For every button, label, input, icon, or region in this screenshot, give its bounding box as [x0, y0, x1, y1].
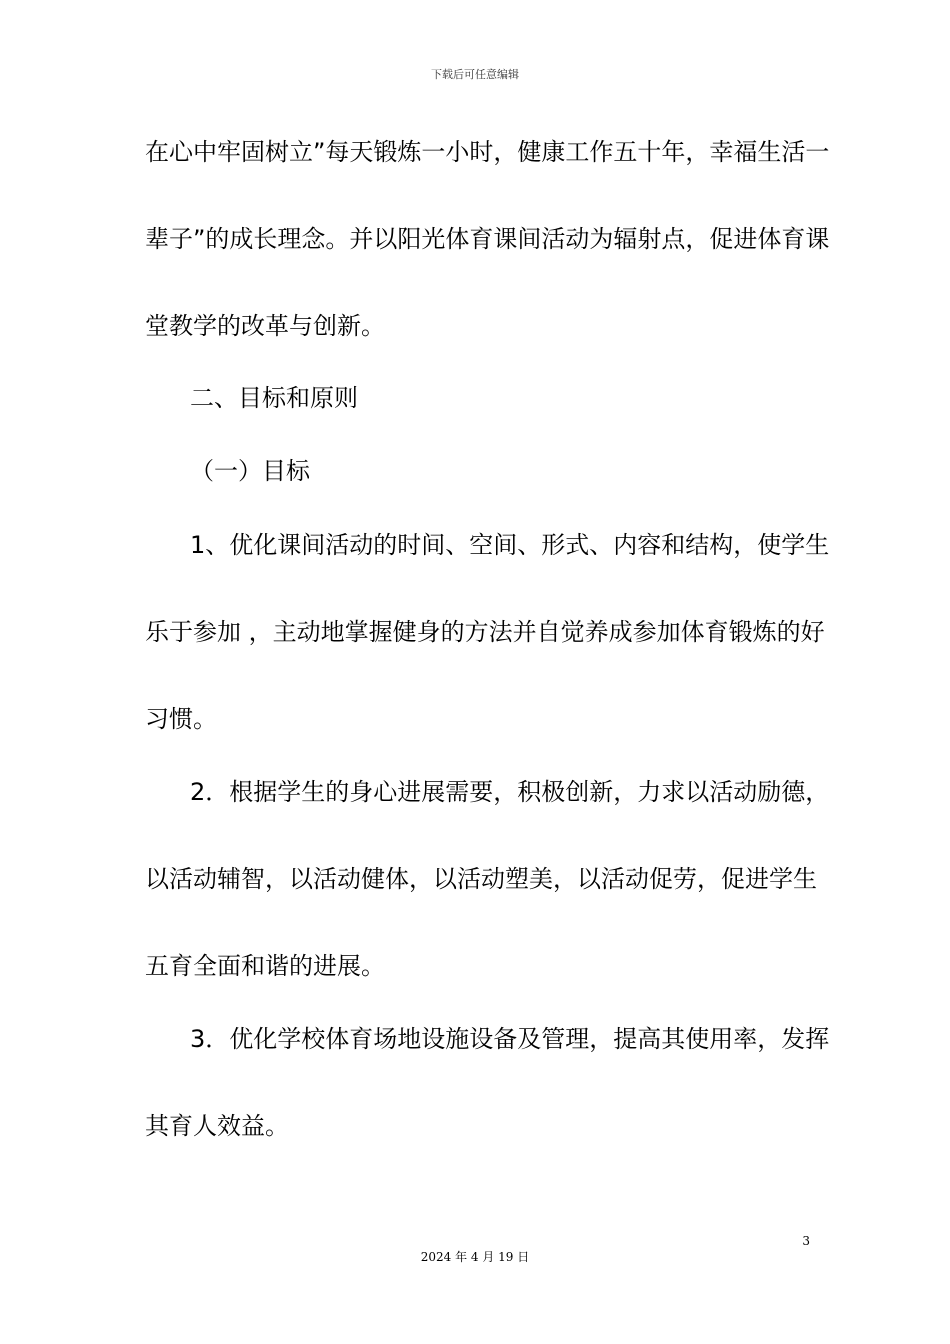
body-line: 1、优化课间活动的时间、空间、形式、内容和结构，使学生: [190, 531, 830, 559]
subsection-heading: （一）目标: [190, 457, 310, 485]
body-line: 五育全面和谐的进展。: [145, 952, 385, 980]
body-line: 堂教学的改革与创新。: [145, 312, 385, 340]
body-line: 以活动辅智，以活动健体，以活动塑美，以活动促劳，促进学生: [145, 865, 817, 893]
body-line: 在心中牢固树立”每天锻炼一小时，健康工作五十年，幸福生活一: [145, 138, 830, 166]
header-note: 下载后可任意编辑: [431, 68, 519, 81]
body-line: 辈子”的成长理念。并以阳光体育课间活动为辐射点，促进体育课: [145, 225, 830, 253]
section-heading: 二、目标和原则: [190, 384, 358, 412]
footer-date: 2024 年 4 月 19 日: [420, 1250, 530, 1264]
body-line: 2．根据学生的身心进展需要，积极创新，力求以活动励德，: [190, 778, 830, 806]
body-line: 习惯。: [145, 705, 217, 733]
page-number: 3: [802, 1234, 810, 1248]
body-line: 3．优化学校体育场地设施设备及管理，提高其使用率，发挥: [190, 1025, 830, 1053]
body-line: 其育人效益。: [145, 1112, 289, 1140]
body-line: 乐于参加 ，主动地掌握健身的方法并自觉养成参加体育锻炼的好: [145, 618, 825, 646]
